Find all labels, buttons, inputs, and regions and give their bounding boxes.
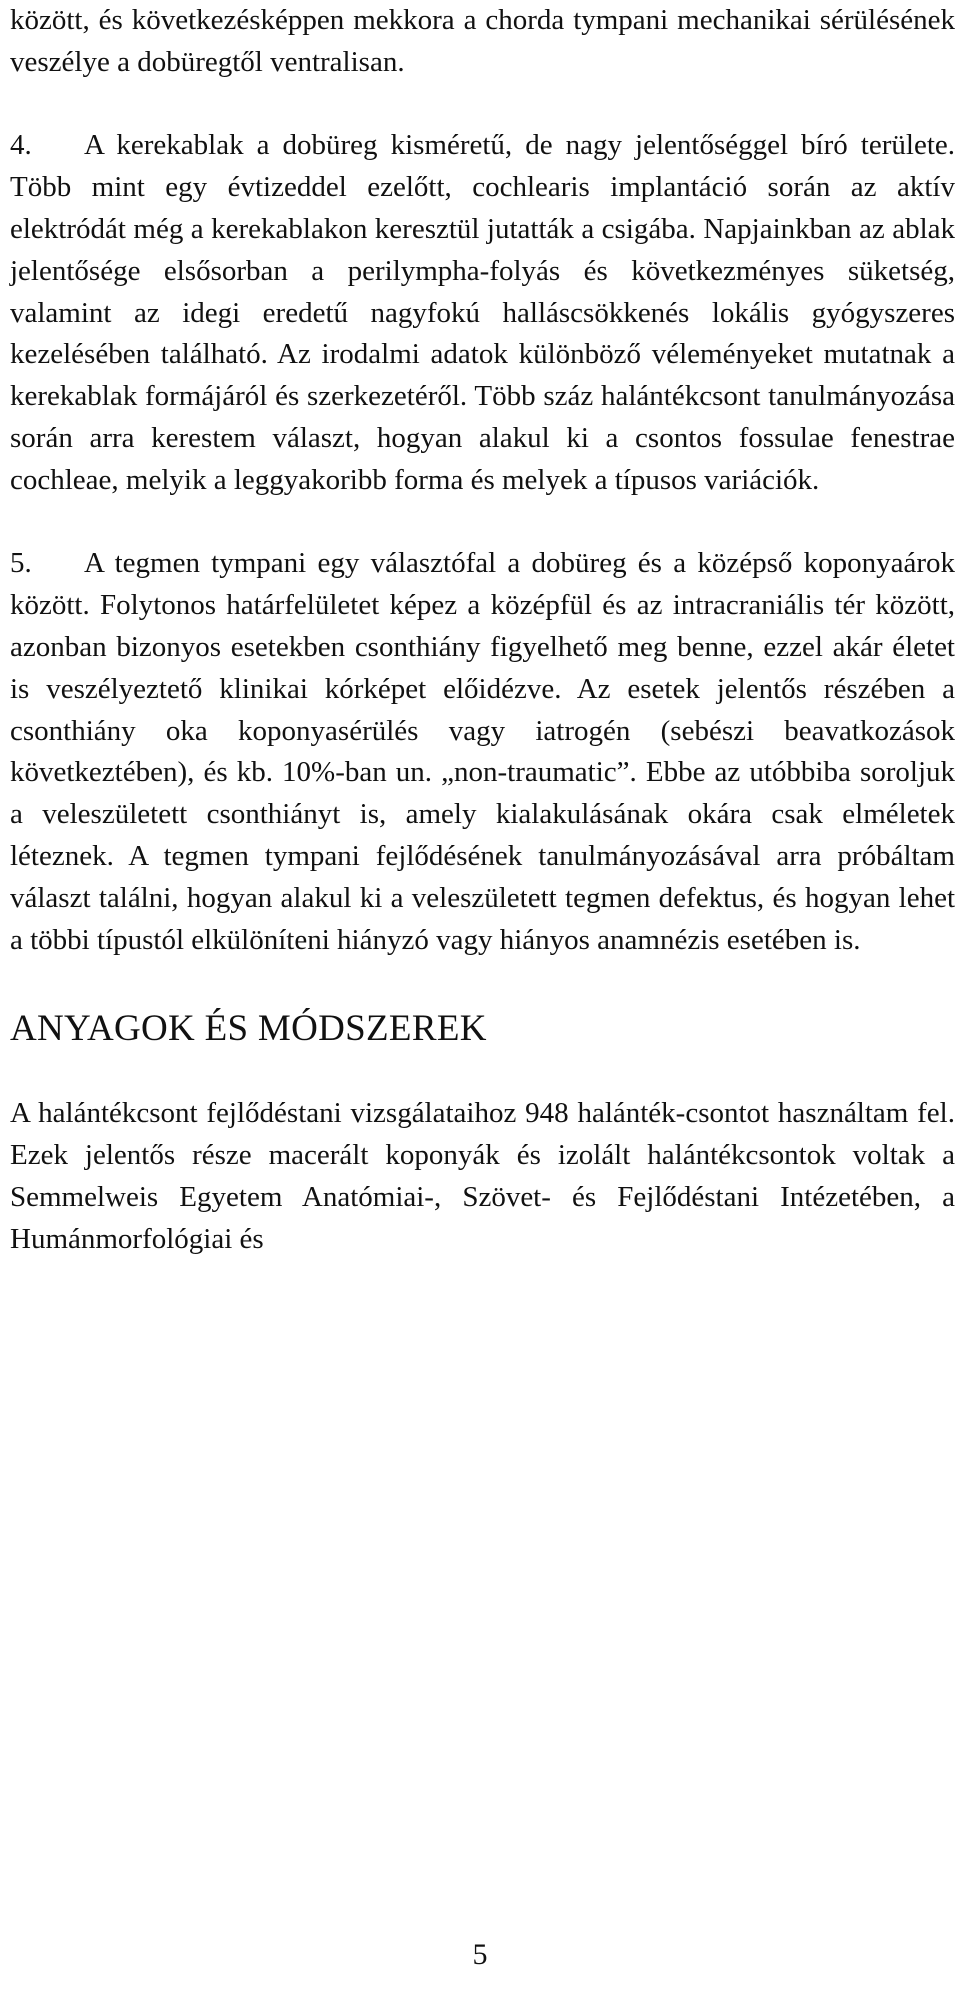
item-number-5: 5. (10, 547, 32, 580)
page-number: 5 (472, 1938, 488, 1971)
section-heading: ANYAGOK ÉS MÓDSZEREK (10, 1008, 487, 1050)
paragraph-item-5 (10, 543, 955, 961)
section-paragraph: A halántékcsont fejlődéstani vizsgálataihoz 948 halánték-csontot használtam fel. Ezek jelentős része macerált koponyák és izolált halántékcsontok voltak a Semmelweis Egyetem Anatómiai-, Szövet- és Fejlődéstani Intézetében, a Humánmorfológiai és (10, 1097, 955, 1255)
item-text-5: A tegmen tympani egy választófal a dobüreg és a középső koponyaárok között. Folytonos határfelületet képez a középfül és az intracraniális tér között, azonban bizonyos esetekben csonthiány figyelhető meg benne, ezzel akár életet is veszélyeztető klinikai kórképet előidézve. Az esetek jelentős részében a csonthiány oka koponyasérülés vagy iatrogén (sebészi beavatkozások következtében), és kb. 10%-ban un. „non-traumatic”. Ebbe az utóbbiba soroljuk a veleszületett csonthiányt is, amely kialakulásának okára csak elméletek léteznek. A tegmen tympani fejlődésének tanulmányozásával arra próbáltam választ találni, hogyan alakul ki a veleszületett tegmen defektus, és hogyan lehet a többi típustól elkülöníteni hiányzó vagy hiányos anamnézis esetében is. (10, 547, 955, 956)
item-number-4: 4. (10, 129, 32, 162)
paragraph-item-4 (10, 125, 955, 501)
paragraph-continuation: között, és következésképpen mekkora a chorda tympani mechanikai sérülésének veszélye a dobüregtől ventralisan. (10, 4, 955, 78)
document-page (10, 0, 955, 1261)
item-text-4: A kerekablak a dobüreg kisméretű, de nagy jelentőséggel bíró területe. Több mint egy évtizeddel ezelőtt, cochlearis implantáció során az aktív elektródát még a kerekablakon keresztül jutatták a csigába. Napjainkban az ablak jelentősége elsősorban a perilympha-folyás és következményes süketség, valamint az idegi eredetű nagyfokú halláscsökkenés lokális gyógyszeres kezelésében található. Az irodalmi adatok különböző véleményeket mutatnak a kerekablak formájáról és szerkezetéről. Több száz halántékcsont tanulmányozása során arra kerestem választ, hogyan alakul ki a csontos fossulae fenestrae cochleae, melyik a leggyakoribb forma és melyek a típusos variációk. (10, 129, 955, 496)
